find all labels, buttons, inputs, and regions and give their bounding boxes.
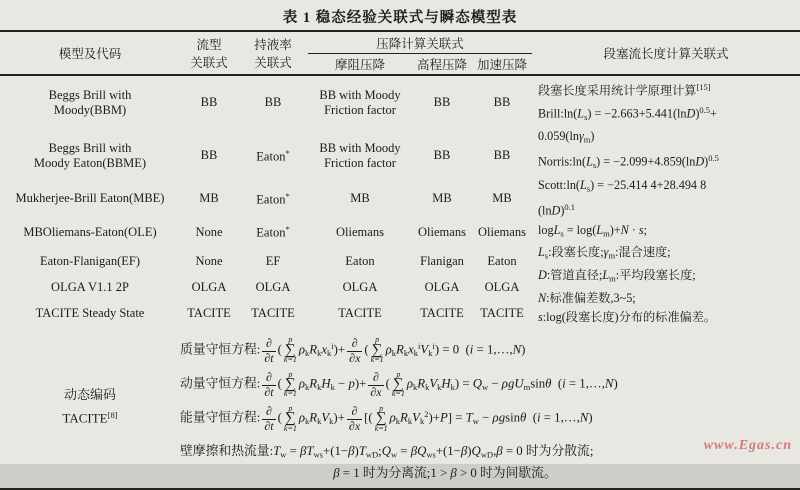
elevation-cell: Oliemans (418, 224, 466, 239)
holdup-cell: Eaton* (256, 223, 290, 240)
elevation-cell: MB (432, 191, 452, 206)
equation-momentum-conservation: 动量守恒方程: ∂ ∂t ( p ∑ k=1 $\rho_kR_kH_k - p)+$ ∂ ∂x ( p ∑ k=1 $\rho_kR_kV_kH_k) = Q_w - \rho gU_m\sin\theta$ (i = 1,…,N) (180, 369, 618, 399)
acceleration-cell: MB (492, 191, 512, 206)
col-header-holdup: 持液率 关联式 (254, 38, 292, 70)
col-header-model: 模型及代码 (58, 47, 122, 61)
friction-cell: TACITE (338, 306, 382, 320)
model-cell: Eaton-Flanigan(EF) (40, 254, 140, 269)
elevation-cell: OLGA (424, 280, 460, 295)
friction-cell: BB with Moody Friction factor (319, 140, 401, 170)
acceleration-cell: BB (493, 148, 511, 163)
acceleration-cell: Eaton (487, 254, 517, 269)
elevation-cell: BB (433, 95, 451, 110)
flow-cell: TACITE (187, 306, 231, 320)
col-header-acceleration-drop: 加速压降 (476, 58, 527, 72)
holdup-cell: OLGA (255, 280, 291, 295)
flow-cell: None (195, 224, 223, 239)
col-header-slug-length: 段塞流长度计算关联式 (603, 47, 729, 61)
friction-cell: Eaton (345, 254, 375, 269)
friction-cell: OLGA (342, 280, 378, 295)
acceleration-cell: TACITE (480, 306, 524, 320)
friction-cell: Oliemans (336, 224, 384, 239)
slug-note-line: s:log(段塞长度)分布的标准偏差。 (538, 309, 717, 324)
equation-energy-conservation: 能量守恒方程: ∂ ∂t ( p ∑ k=1 $\rho_kR_kV_k)+$ ∂ ∂x [( p ∑ k=1 $\rho_kR_kV_k^2)+P] = T_w - \rho gsin\theta$ (i = 1,…,N) (180, 403, 593, 433)
dynamic-equations-cell (180, 327, 800, 489)
slug-note-line: N:标准偏差数,3~5; (538, 290, 636, 305)
acceleration-cell: OLGA (484, 280, 520, 295)
col-header-elevation-drop: 高程压降 (416, 58, 467, 72)
friction-cell: BB with Moody Friction factor (319, 87, 401, 117)
equation-wall-friction-heat-flux: 壁摩擦和热流量$:T_w$ = $\beta T_{ws}+(1-\beta)T_{wD};Q_w = \beta Q_{ws}+(1-\beta)Q_{wD},\beta = 0$ 时为分散流; (180, 443, 594, 460)
acceleration-cell: BB (493, 95, 511, 110)
watermark: www.Egas.cn (703, 438, 792, 453)
elevation-cell: TACITE (420, 306, 464, 320)
dynamic-code-label: 动态编码 TACITE[8] (62, 387, 118, 426)
flow-cell: None (195, 254, 223, 269)
flow-cell: MB (199, 191, 219, 206)
equation-beta-flow-regimes: β = 1 时为分离流;1 > β > 0 时为间歇流。 (333, 466, 557, 481)
correlation-table (0, 30, 800, 490)
holdup-cell: Eaton* (256, 147, 290, 164)
model-cell: Beggs Brill with Moody(BBM) (48, 87, 132, 117)
elevation-cell: BB (433, 148, 451, 163)
elevation-cell: Flanigan (420, 254, 464, 269)
slug-note-line: $\log L_s = \log(L_m)+N \cdot s$; (538, 222, 648, 239)
flow-cell: BB (200, 148, 218, 163)
col-header-friction-drop: 摩阻压降 (334, 58, 385, 72)
slug-note-line: $Scott:\ln(L_s) = -25.414$ 4+28.494 8 (538, 177, 707, 194)
holdup-cell: EF (265, 254, 281, 269)
dynamic-code-row (0, 327, 800, 489)
model-cell: MBOliemans-Eaton(OLE) (23, 224, 157, 239)
header-row-1 (0, 31, 800, 54)
model-cell: OLGA V1.1 2P (51, 280, 129, 295)
slug-note-line: 0.059(lnγ$_m$) (538, 128, 595, 145)
model-cell: TACITE Steady State (35, 306, 145, 320)
slug-note-line: D:管道直径$;L_m$:平均段塞长度; (538, 267, 696, 284)
slug-length-notes-cell (532, 75, 800, 327)
col-header-pressure-group: 压降计算关联式 (308, 31, 532, 54)
equation-mass-conservation: 质量守恒方程: ∂ ∂t ( p ∑ k=1 $\rho_kR_kx_k^i)+$ ∂ ∂x ( p ∑ k=1 $\rho_kR_kx_k^iV_k^i) = 0$ (i = 1,…,N) (180, 335, 526, 365)
table-row (0, 75, 800, 129)
holdup-cell: TACITE (251, 306, 295, 320)
flow-cell: OLGA (191, 280, 227, 295)
slug-note-line: $Brill:\ln(L_s) = -2.663+5.441(\ln D)^{0.5}+$ (538, 104, 717, 122)
model-cell: Mukherjee-Brill Eaton(MBE) (15, 191, 165, 206)
acceleration-cell: Oliemans (478, 224, 526, 239)
slug-note-line: $Norris:\ln(L_s) = -2.099+4.859(\ln D)^{0.5}$ (538, 153, 719, 171)
flow-cell: BB (200, 95, 218, 110)
col-header-flow-pattern: 流型 关联式 (190, 38, 228, 70)
table-title: 表 1 稳态经验关联式与瞬态模型表 (282, 10, 518, 26)
holdup-cell: BB (264, 95, 282, 110)
slug-note-line: $(\ln D)^{0.1}$ (538, 202, 576, 218)
slug-note-line: $L_s$:段塞长度$;\gamma_m$:混合速度; (538, 245, 671, 261)
friction-cell: MB (350, 191, 370, 206)
model-cell: Beggs Brill with Moody Eaton(BBME) (33, 140, 147, 170)
holdup-cell: Eaton* (256, 190, 290, 207)
slug-note-line: 段塞长度采用统计学原理计算[15] (538, 82, 711, 98)
